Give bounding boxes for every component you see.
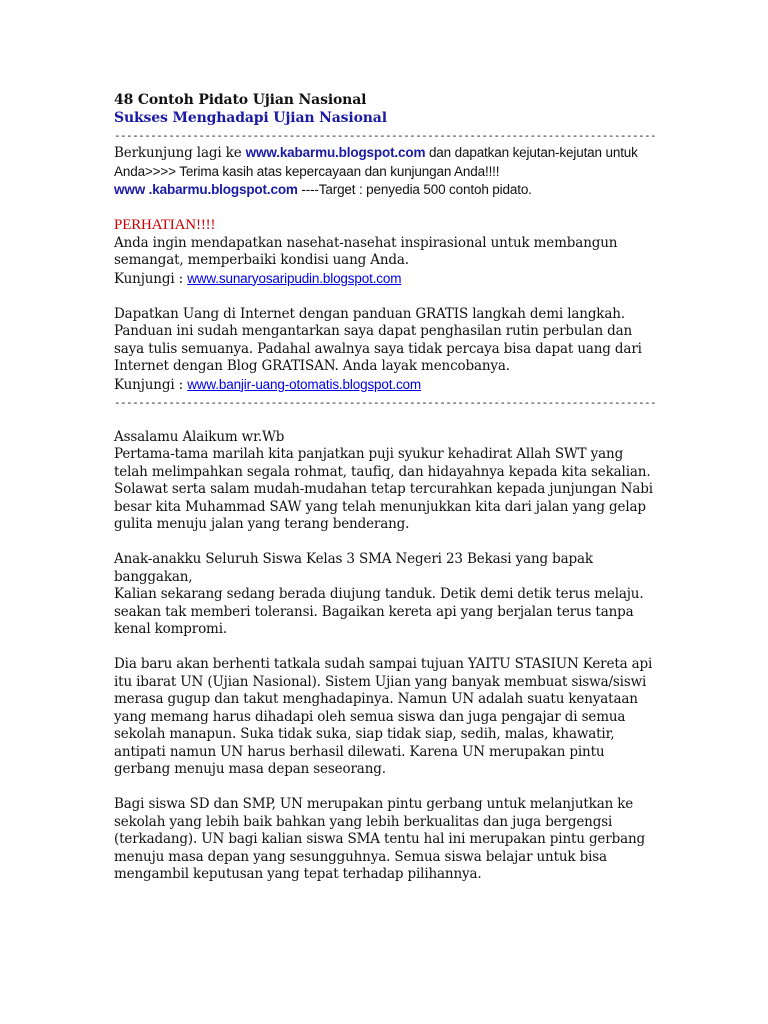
promo-visit: [114, 376, 654, 395]
promo-text: Dapatkan Uang di Internet dengan panduan GRATIS langkah demi langkah. Panduan ini sudah mengantarkan saya dapat penghasilan rutin perbulan dan saya tulis semuanya. Padahal awalnya saya tidak percaya bisa dapat uang dari Internet dengan Blog GRATISAN. Anda layak mencobanya.: [114, 305, 642, 374]
notice-visit: [114, 270, 654, 289]
speech-paragraph-1: Pertama-tama marilah kita panjatkan puji syukur kehadirat Allah SWT yang telah melimpahkan segala rohmat, taufiq, dan hidayahnya kepada kita sekalian. Solawat serta salam mudah-mudahan tetap tercurahkan kepada junjungan Nabi besar kita Muhammad SAW yang telah menunjukkan kita dari jalan yang gelap gulita menuju jalan yang terang benderang.: [114, 446, 653, 532]
spacer: [114, 639, 654, 657]
blog-link-bold-2[interactable]: www .kabarmu.blogspot.com: [114, 182, 298, 197]
spacer: [114, 411, 654, 429]
intro-suffix: dan dapatkan kejutan-kejutan untuk Anda>>>> Terima kasih atas kepercayaan dan kunjungan Anda!!!!: [114, 145, 638, 179]
intro-paragraph: [114, 144, 654, 200]
spacer: [114, 779, 654, 797]
speech-greeting: Assalamu Alaikum wr.Wb: [114, 428, 285, 445]
blog-link-bold[interactable]: www.kabarmu.blogspot.com: [245, 145, 426, 160]
divider-bottom: ------------------------------------------------------------------------------------------: [114, 396, 657, 409]
spacer: [114, 200, 654, 218]
document-subtitle: Sukses Menghadapi Ujian Nasional: [114, 109, 387, 126]
notice-text: Anda ingin mendapatkan nasehat-nasehat inspirasional untuk membangun semangat, memperbaiki kondisi uang Anda.: [114, 234, 618, 268]
intro-prefix: Berkunjung lagi ke: [114, 145, 246, 161]
speech-paragraph-4: Bagi siswa SD dan SMP, UN merupakan pintu gerbang untuk melanjutkan ke sekolah yang lebih baik bahkan yang lebih berkualitas dan juga bergengsi (terkadang). UN bagi kalian siswa SMA tentu hal ini merupakan pintu gerbang menuju masa depan yang sesungguhnya. Semua siswa belajar untuk bisa mengambil keputusan yang tepat terhadap pilihannya.: [114, 796, 646, 882]
promo-visit-label: Kunjungi :: [114, 376, 188, 393]
speech-paragraph-2a: Anak-anakku Seluruh Siswa Kelas 3 SMA Negeri 23 Bekasi yang bapak banggakan,: [114, 551, 593, 585]
notice-visit-label: Kunjungi :: [114, 270, 188, 287]
spacer: [114, 288, 654, 306]
speech-paragraph-3: Dia baru akan berhenti tatkala sudah sampai tujuan YAITU STASIUN Kereta api itu ibarat UN (Ujian Nasional). Sistem Ujian yang banyak membuat siswa/siswi merasa gugup dan takut menghadapinya. Namun UN adalah suatu kenyataan yang memang harus dihadapi oleh semua siswa dan juga pengajar di semua sekolah manapun. Suka tidak suka, siap tidak siap, sedih, malas, khawatir, antipati namun UN harus berhasil dilewati. Karena UN merupakan pintu gerbang menuju masa depan seseorang.: [114, 656, 653, 777]
notice-visit-link[interactable]: www.sunaryosaripudin.blogspot.com: [187, 270, 402, 286]
divider-top: ------------------------------------------------------------------------------------------: [114, 129, 657, 142]
spacer: [114, 534, 654, 552]
speech-paragraph-2b: Kalian sekarang sedang berada diujung tanduk. Detik demi detik terus melaju. seakan tak memberi toleransi. Bagaikan kereta api yang berjalan terus tanpa kenal kompromi.: [114, 586, 644, 637]
document-page: [114, 92, 657, 884]
promo-visit-link[interactable]: www.banjir-uang-otomatis.blogspot.com: [187, 376, 422, 392]
intro-target: ----Target : penyedia 500 contoh pidato.: [297, 182, 532, 197]
notice-heading: PERHATIAN!!!!: [114, 217, 216, 233]
document-title: 48 Contoh Pidato Ujian Nasional: [114, 92, 367, 108]
